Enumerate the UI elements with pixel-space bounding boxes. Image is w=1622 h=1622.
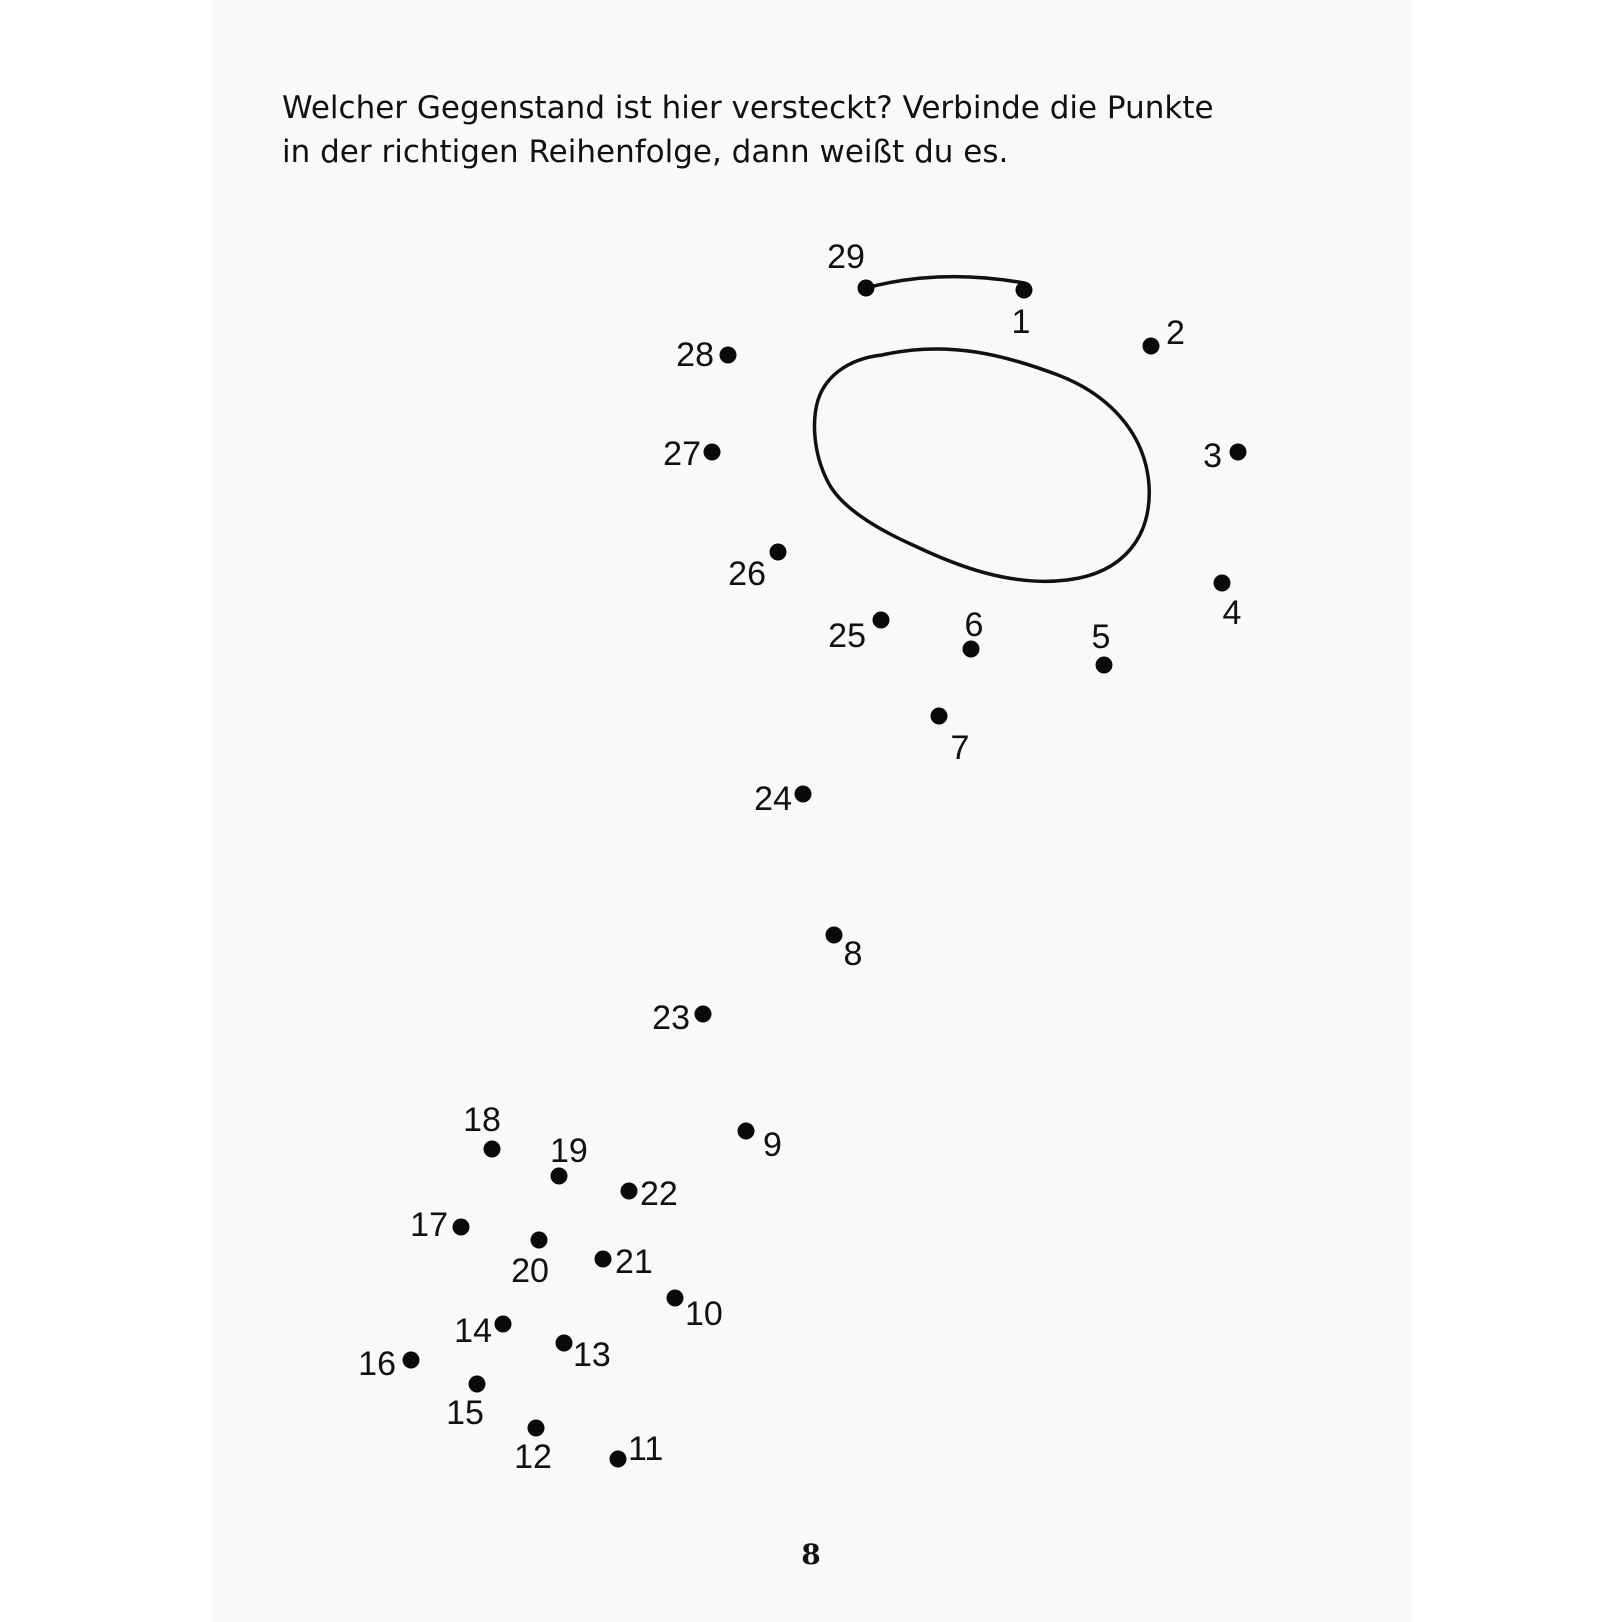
dot-number-label: 7 [950,729,970,767]
dot-number-label: 11 [628,1430,664,1468]
dot-number-label: 26 [728,555,766,593]
dot-number-label: 25 [828,617,866,655]
dot-24 [754,780,811,818]
dot-marker [738,1123,755,1140]
dot-number-label: 18 [463,1101,501,1139]
dot-number-label: 4 [1222,594,1242,632]
dot-4 [1214,575,1242,633]
dot-17 [410,1206,469,1244]
dot-number-label: 24 [754,780,792,818]
dot-number-label: 20 [511,1252,549,1290]
dot-21 [595,1243,653,1281]
dot-number-label: 27 [663,435,701,473]
dot-marker [695,1006,712,1023]
dot-15 [446,1376,485,1433]
dot-5 [1092,618,1113,674]
dot-3 [1203,437,1246,475]
dot-marker [1214,575,1231,592]
dot-number-label: 28 [676,336,714,374]
dot-number-label: 19 [550,1132,588,1170]
dot-number-label: 6 [964,606,984,644]
dot-marker [484,1141,501,1158]
dot-1 [1012,282,1033,342]
dot-marker [931,708,948,725]
dot-7 [931,708,970,768]
dot-number-label: 8 [843,935,863,973]
dot-number-label: 1 [1011,303,1031,341]
page-number: 8 [801,1538,821,1571]
dot-marker [858,280,875,297]
dot-marker [469,1376,486,1393]
dot-11 [610,1430,664,1468]
dot-number-label: 16 [358,1345,396,1383]
dot-marker [531,1232,548,1249]
dot-number-label: 2 [1166,314,1185,352]
dot-number-label: 14 [454,1312,492,1350]
dot-marker [873,612,890,629]
dot-6 [963,606,984,658]
dot-marker [795,786,812,803]
dot-marker [667,1290,684,1307]
pre-drawn-oval [815,349,1150,581]
dot-number-label: 5 [1091,618,1111,656]
dot-number-label: 29 [827,238,865,276]
dot-9 [738,1123,782,1165]
dot-number-label: 17 [410,1206,448,1244]
dot-19 [550,1132,588,1185]
dot-marker [1230,444,1247,461]
dot-8 [826,927,863,974]
dot-28 [676,336,736,374]
dot-marker [495,1316,512,1333]
pre-drawn-arc-29-to-1 [866,277,1024,288]
dot-23 [652,999,711,1037]
dots-layer [358,238,1246,1476]
dot-10 [667,1290,723,1334]
dot-marker [1143,338,1160,355]
dot-number-label: 13 [573,1336,611,1374]
dot-marker [551,1168,568,1185]
dot-marker [1016,282,1033,299]
instruction-line-1: Welcher Gegenstand ist hier versteckt? Verbinde die Punkte [282,90,1214,126]
dot-number-label: 9 [763,1126,782,1164]
dot-marker [556,1335,573,1352]
dot-number-label: 22 [640,1175,678,1213]
dot-marker [826,927,843,944]
dot-number-label: 15 [446,1394,484,1432]
dot-marker [621,1183,638,1200]
dot-marker [704,444,721,461]
dot-14 [454,1312,511,1350]
dot-26 [728,544,786,594]
dot-marker [1096,657,1113,674]
dot-20 [511,1232,549,1291]
dot-27 [663,435,720,473]
dot-marker [610,1451,627,1468]
dot-16 [358,1345,419,1383]
dot-marker [720,347,737,364]
dot-22 [621,1175,678,1213]
dot-2 [1143,314,1185,355]
dot-25 [828,612,889,656]
dot-13 [556,1335,611,1375]
instruction-line-2: in der richtigen Reihenfolge, dann weißt du es. [282,134,1009,170]
dot-number-label: 10 [685,1295,723,1333]
dot-marker [403,1352,420,1369]
dot-12 [514,1420,552,1477]
dot-29 [827,238,874,297]
dot-number-label: 21 [615,1243,653,1281]
dot-number-label: 12 [514,1438,552,1476]
dot-marker [453,1219,470,1236]
dot-number-label: 3 [1203,437,1222,475]
dot-marker [528,1420,545,1437]
dot-marker [770,544,787,561]
dot-marker [595,1251,612,1268]
dot-number-label: 23 [652,999,690,1037]
dot-18 [463,1101,501,1158]
